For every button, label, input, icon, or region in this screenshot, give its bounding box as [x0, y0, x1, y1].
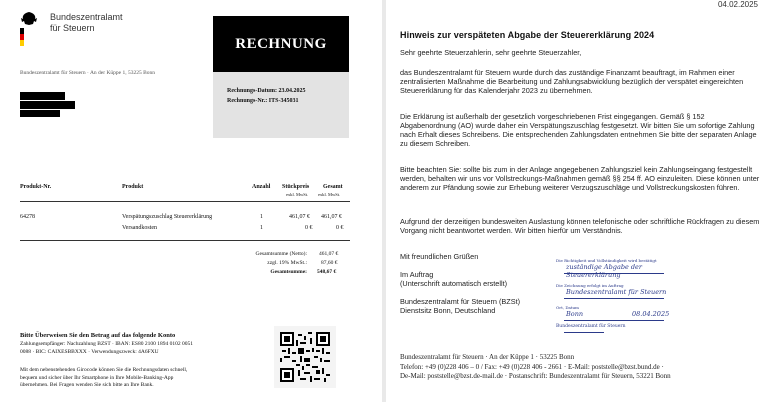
girocode-qr[interactable]	[274, 326, 336, 388]
row-1-nr: 64278	[20, 214, 35, 220]
stamp-1-signature: zuständige Abgabe der Steuererklärung	[566, 263, 643, 279]
row-1-unit: 461,07 €	[289, 214, 310, 220]
row-1-product: Verspätungszuschlag Steuererklärung	[122, 214, 213, 220]
im-auftrag: Im Auftrag	[400, 270, 434, 279]
logo-line-2: für Steuern	[50, 23, 95, 33]
signature-stamp-1	[556, 258, 676, 278]
stamp-3-date: 08.04.2025	[632, 310, 670, 318]
letter-footer	[400, 353, 768, 382]
row-2-product: Versandkosten	[122, 225, 157, 231]
row-2-unit: 0 €	[305, 225, 313, 231]
closing: Mit freundlichen Grüßen	[400, 252, 479, 261]
stamp-4-label: Bundeszentralamt für Steuern	[556, 324, 626, 329]
letter-heading: Hinweis zur verspäteten Abgabe der Steuererklärung 2024	[400, 30, 655, 40]
summary-net-value: 461,07 €	[319, 251, 339, 257]
letter-date: 04.02.2025	[717, 0, 758, 9]
stamp-2-signature: Bundeszentralamt für Steuern	[566, 288, 667, 296]
payment-details	[20, 341, 255, 356]
invoice-date: Rechnungs-Datum: 23.04.2025	[227, 88, 306, 94]
paragraph-4: Aufgrund der derzeitigen bundesweiten Auslastung können telefonische oder schriftliche Rückfragen zu diesem Vorgang nicht beantwortet werden. Wir bitten hierfür um Verständnis.	[400, 217, 760, 235]
redacted-address	[20, 92, 65, 100]
redacted-address	[20, 110, 60, 117]
note-line-2: bequem und sicher über Ihr Smartphone in Ihre Mobile-Banking-App	[20, 374, 174, 381]
payment-line-2: 0088 · BIC: CAIXESBBXXX · Verwendungszweck: 4A6FXU	[20, 348, 159, 355]
col-header-product: Produkt	[122, 184, 144, 190]
row-1-total: 461,07 €	[321, 214, 342, 220]
salutation: Sehr geehrte Steuerzahlerin, sehr geehrte Steuerzahler,	[400, 48, 582, 57]
sender-line: Bundeszentralamt für Steuern · An der Küppe 1, 53225 Bonn	[20, 70, 156, 76]
total-note: exkl. MwSt.	[318, 192, 341, 197]
note-line-3: übernehmen. Bei Fragen wenden Sie sich bitte an Ihre Bank.	[20, 382, 154, 389]
redacted-address	[20, 101, 75, 109]
summary-vat-label: zzgl. 19% MwSt.:	[267, 260, 307, 266]
footer-line-2: Telefon: +49 (0)228 406 – 0 / Fax: +49 (0)228 406 - 2661 · E-Mail: poststelle@bzst.bund.de ·	[400, 362, 664, 371]
paragraph-2: Die Erklärung ist außerhalb der gesetzlich vorgeschriebenen Frist eingegangen. Gemäß § 152 Abgabenordnung (AO) wurde daher ein Verspätungszuschlag festgesetzt. Wir bitten Sie um sofortige Zahlung nach Erhalt dieses Schreibens. Die entsprechenden Zahlungsdaten entnehmen Sie bitte der separaten Anlage zu diesem Schreiben.	[400, 112, 757, 148]
paragraph-3: Bitte beachten Sie: sollte bis zum in der Anlage angegebenen Zahlungsziel kein Zahlungseingang festgestellt werden, behalten wir uns vor Vollstreckungs-Maßnahmen gemäß §§ 254 ff. AO einzuleiten. Diese können unter anderem zur Pfändung sowie zur Erhebung weiterer Verzugszuschläge und Vollstreckungskosten führen.	[400, 165, 760, 192]
letter-page	[386, 0, 768, 402]
qr-code-icon	[280, 332, 330, 382]
girocode-note	[20, 367, 260, 390]
summary-total-value: 548,67 €	[317, 269, 337, 275]
row-2-total: 0 €	[336, 225, 344, 231]
footer-line-1: Bundeszentralamt für Steuern · An der Küppe 1 · 53225 Bonn	[400, 353, 575, 361]
table-divider	[20, 240, 350, 241]
logo-text	[50, 12, 123, 34]
row-1-qty: 1	[260, 214, 263, 220]
unit-price-note: exkl. MwSt.	[286, 192, 309, 197]
invoice-meta	[213, 72, 349, 138]
signature-stamp-2	[556, 283, 676, 303]
invoice-title: RECHNUNG	[213, 16, 349, 72]
payment-line-1: Zahlungsempfänger: Nachzahlung BZST · IBAN: ES80 2100 1894 0102 0051	[20, 341, 193, 347]
summary-total-label: Gesamtsumme:	[270, 269, 307, 275]
col-header-nr: Produkt-Nr.	[20, 184, 52, 190]
office: Dienstsitz Bonn, Deutschland	[400, 306, 496, 315]
summary-net-label: Gesamtsumme (Netto):	[255, 251, 307, 257]
stamp-1-label: Die Richtigkeit und Vollständigkeit wird bestätigt	[556, 258, 657, 263]
logo-line-1: Bundeszentralamt	[50, 12, 123, 22]
summary-vat-value: 87,60 €	[321, 260, 338, 266]
note-line-1: Mit dem nebenstehenden Girocode können Sie die Rechnungsdaten schnell,	[20, 367, 188, 373]
paragraph-1: das Bundeszentralamt für Steuern wurde durch das zuständige Finanzamt beauftragt, im Rahmen einer zentralisierten Maßnahme die Bearbeitung und Zahlungsabwicklung bezüglich der verspätet eingereichten Steuererklärung für das Kalenderjahr 2023 zu übernehmen.	[400, 68, 744, 95]
federal-eagle-logo	[20, 10, 38, 46]
signature-note: (Unterschrift automatisch erstellt)	[400, 279, 508, 288]
col-header-qty: Anzahl	[252, 184, 271, 190]
signature-stamp-3	[556, 305, 676, 325]
invoice-number: Rechnungs-Nr.: ITS-345031	[227, 98, 299, 104]
stamp-2-label: Die Zeichnung erfolgt im Auftrag	[556, 283, 624, 288]
col-header-unit-price: Stückpreis	[282, 184, 310, 190]
invoice-page	[0, 0, 382, 402]
row-2-qty: 1	[260, 225, 263, 231]
table-divider	[20, 201, 350, 202]
payment-title: Bitte Überweisen Sie den Betrag auf das folgende Konto	[20, 332, 176, 339]
signature-stamp-4	[556, 324, 676, 338]
organisation: Bundeszentralamt für Steuern (BZSt)	[400, 297, 521, 306]
stamp-3-label: Ort, Datum	[556, 305, 579, 310]
footer-line-3: De-Mail: poststelle@bzst.de-mail.de · Postanschrift: Bundeszentralamt für Steuern, 53221 Bonn	[400, 372, 671, 381]
stamp-3-place: Bonn	[566, 310, 584, 318]
col-header-total: Gesamt	[323, 184, 343, 190]
